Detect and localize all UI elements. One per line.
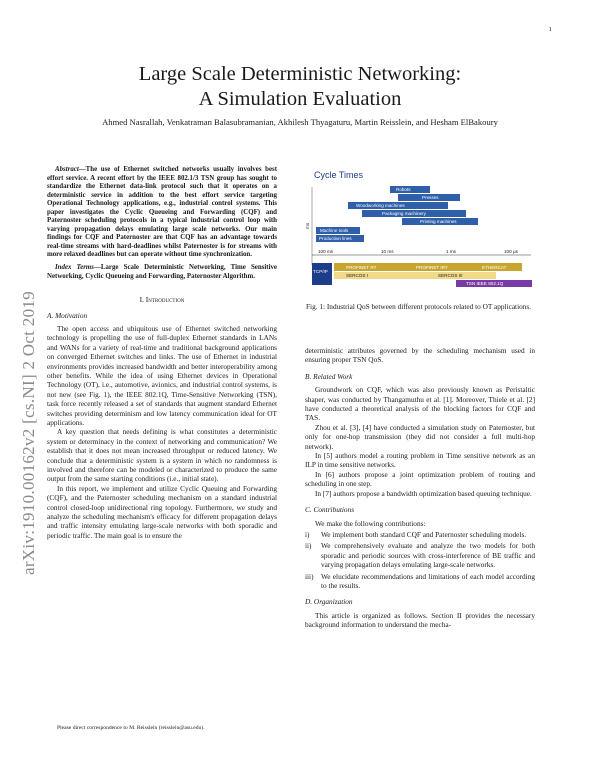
figure-1 <box>306 167 536 302</box>
list-text: We elucidate recommendations and limitations of each model according to the results. <box>321 571 535 590</box>
subsection-heading: C. Contributions <box>305 505 355 515</box>
axis-tick: 10 ms <box>381 249 394 254</box>
paragraph: In this report, we implement and utilize Cyclic Queuing and Forwarding (CQF), and the Paternoster scheduling mechanism on a standard industrial control closed-loop unidirectional ring topology. Furthermore, we study and analyze the scheduling mechanism's efficacy for different propagation delays and traffic intensity emulating large-scale networks with both sporadic and periodic traffic. The main goal is to ensure the <box>47 483 277 540</box>
band-label: TCP/IP <box>313 269 328 274</box>
bar-label: Packaging machinery <box>382 211 426 216</box>
band-tcpip <box>312 263 332 285</box>
paragraph: Zhou et al. [3], [4] have conducted a simulation study on Paternoster, but only for one-hop transmission (they did not consider a full multi-hop network). <box>305 422 535 451</box>
bar-label: Production lines <box>319 236 352 241</box>
bar-label: Presses <box>422 195 439 200</box>
paragraph: This article is organized as follows. Section II provides the necessary background information to understand the mecha- <box>305 610 535 630</box>
subsection-heading: B. Related Work <box>305 371 353 381</box>
list-text: We comprehensively evaluate and analyze the two models for both sporadic and periodic sources with cross-interference of BE traffic and varying propagation delays emulating large-scale networks. <box>321 541 535 570</box>
axis-tick: 100 ms <box>318 249 334 254</box>
subsection-heading: A. Motivation <box>47 310 88 320</box>
abstract-label: Abstract <box>55 166 79 173</box>
title-line-1: Large Scale Deterministic Networking: <box>138 63 462 85</box>
author-list: Ahmed Nasrallah, Venkatraman Balasubramanian, Akhilesh Thyagaturu, Martin Reisslein, and Hesham ElBakoury <box>102 117 498 127</box>
index-terms-label: Index Terms <box>55 264 94 272</box>
list-number: i) <box>305 529 310 539</box>
list-text: We implement both standard CQF and Paternoster scheduling models. <box>321 529 527 539</box>
bar-label: Printing machines <box>420 219 457 224</box>
emphasis: no <box>224 455 232 465</box>
band-label: PROFINET RT <box>346 265 377 270</box>
bar-label: Machine tools <box>320 228 349 233</box>
abstract <box>47 166 277 260</box>
band-label: TSN IEEE 802.1Q <box>466 281 504 286</box>
band-label: SERCOS I <box>346 273 368 278</box>
bar-label: Robots <box>396 187 411 192</box>
figure-title: Cycle Times <box>314 170 364 180</box>
paragraph-text: A key question that needs defining is what constitutes a deterministic system or determinacy in the context of networking and communication? We establish that it does not mean increased throughput or reduced latency. We conclude that a deterministic system is a system in which <box>47 427 277 465</box>
figure-axis-unit: ms <box>305 222 310 229</box>
paragraph: In [6] authors propose a joint optimization problem of routing and scheduling in one step. <box>305 469 535 489</box>
index-terms-text: —Large Scale Deterministic Networking, Time Sensitive Networking, Cyclic Queueing and Forwarding, Paternoster Algorithm. <box>47 264 277 280</box>
band-label: SERCOS III <box>438 273 463 278</box>
band-label: PROFINET IRT <box>416 265 448 270</box>
list-item <box>305 572 535 591</box>
figure-caption: Fig. 1: Industrial QoS between different protocols related to OT applications. <box>306 302 532 311</box>
paper-title <box>0 62 600 112</box>
list-number: ii) <box>305 541 312 551</box>
list-number: iii) <box>305 571 314 581</box>
index-terms <box>47 264 277 281</box>
paragraph: In [7] authors propose a bandwidth optimization based queuing technique. <box>315 488 532 498</box>
contribution-list <box>305 530 535 590</box>
paragraph: In [5] authors model a routing problem in Time sensitive network as an ILP in time sensitive networks. <box>305 451 535 470</box>
axis-tick: 1 ms <box>446 249 456 254</box>
paragraph <box>47 427 277 483</box>
page-number: 1 <box>548 26 552 33</box>
footnote: Please direct correspondence to M. Reisslein (reisslein@asu.edu). <box>57 725 205 731</box>
arxiv-stamp-text: arXiv:1910.00162v2 [cs.NI] 2 Oct 2019 <box>19 291 38 575</box>
left-column <box>47 166 277 540</box>
title-line-2: A Simulation Evaluation <box>198 88 402 110</box>
bar-label: Woodworking machines <box>356 203 405 208</box>
right-column <box>305 346 535 630</box>
paragraph: Groundwork on CQF, which was also previously known as Peristaltic shaper, was conducted by Thangamuthu et al. [1]. Moreover, Thiele et al. [2] have conducted a theoretical analysis of the blocking factors for CQF and TAS. <box>305 385 535 423</box>
paragraph: The open access and ubiquitous use of Ethernet switched networking technology is propelling the use of full-duplex Ethernet standards in LANs and WANs for a variety of real-time and traditional background applications on converged Ethernet switches and links. The use of Ethernet in industrial environments provides increased bandwidth and better interoperability among other benefits. While the idea of using Ethernet devices in Operational Technology (OT), i.e., automotive, avionics, and industrial control systems, is not new (see Fig. 1), the IEEE 802.1Q, Time-Sensitive Networking (TSN), task force recently released a set of standards that augment standard Ethernet switches providing determinism and low latency communication ideal for OT applications. <box>47 323 277 427</box>
abstract-text: —The use of Ethernet switched networks usually involves best effort service. A recent effort by the IEEE 802.1/3 TSN group has sought to standardize the Ethernet data-link protocol such that it operates on a deterministic service in addition to the best effort service targeting Operational Technology applications, e.g., industrial control systems. This paper investigates the Cyclic Queueing and Forwarding (CQF) and Paternoster scheduling protocols in a typical industrial control loop with varying propagation delays emulating large scale networks. Our main findings for CQF and Paternoster are that CQF has an advantage towards real-time streams with hard-deadlines whilst Paternoster is for streams with more relaxed deadlines but can operate without time synchronization. <box>47 166 277 259</box>
subsection-heading: D. Organization <box>305 597 353 607</box>
list-item <box>305 541 535 569</box>
paragraph: deterministic attributes governed by the scheduling mechanism used in ensuring proper TSN QoS. <box>305 346 535 365</box>
band-label: ETHERCAT <box>482 265 507 270</box>
paragraph-text: randomness is involved and therefore can be modeled or characterized to produce the same output from the same starting conditions (i.e., initial state). <box>47 455 277 484</box>
section-heading: I. Introduction <box>139 295 185 305</box>
list-item <box>305 530 535 539</box>
paragraph: We make the following contributions: <box>315 518 426 528</box>
arxiv-stamp <box>16 195 42 575</box>
axis-tick: 100 µs <box>504 249 518 254</box>
